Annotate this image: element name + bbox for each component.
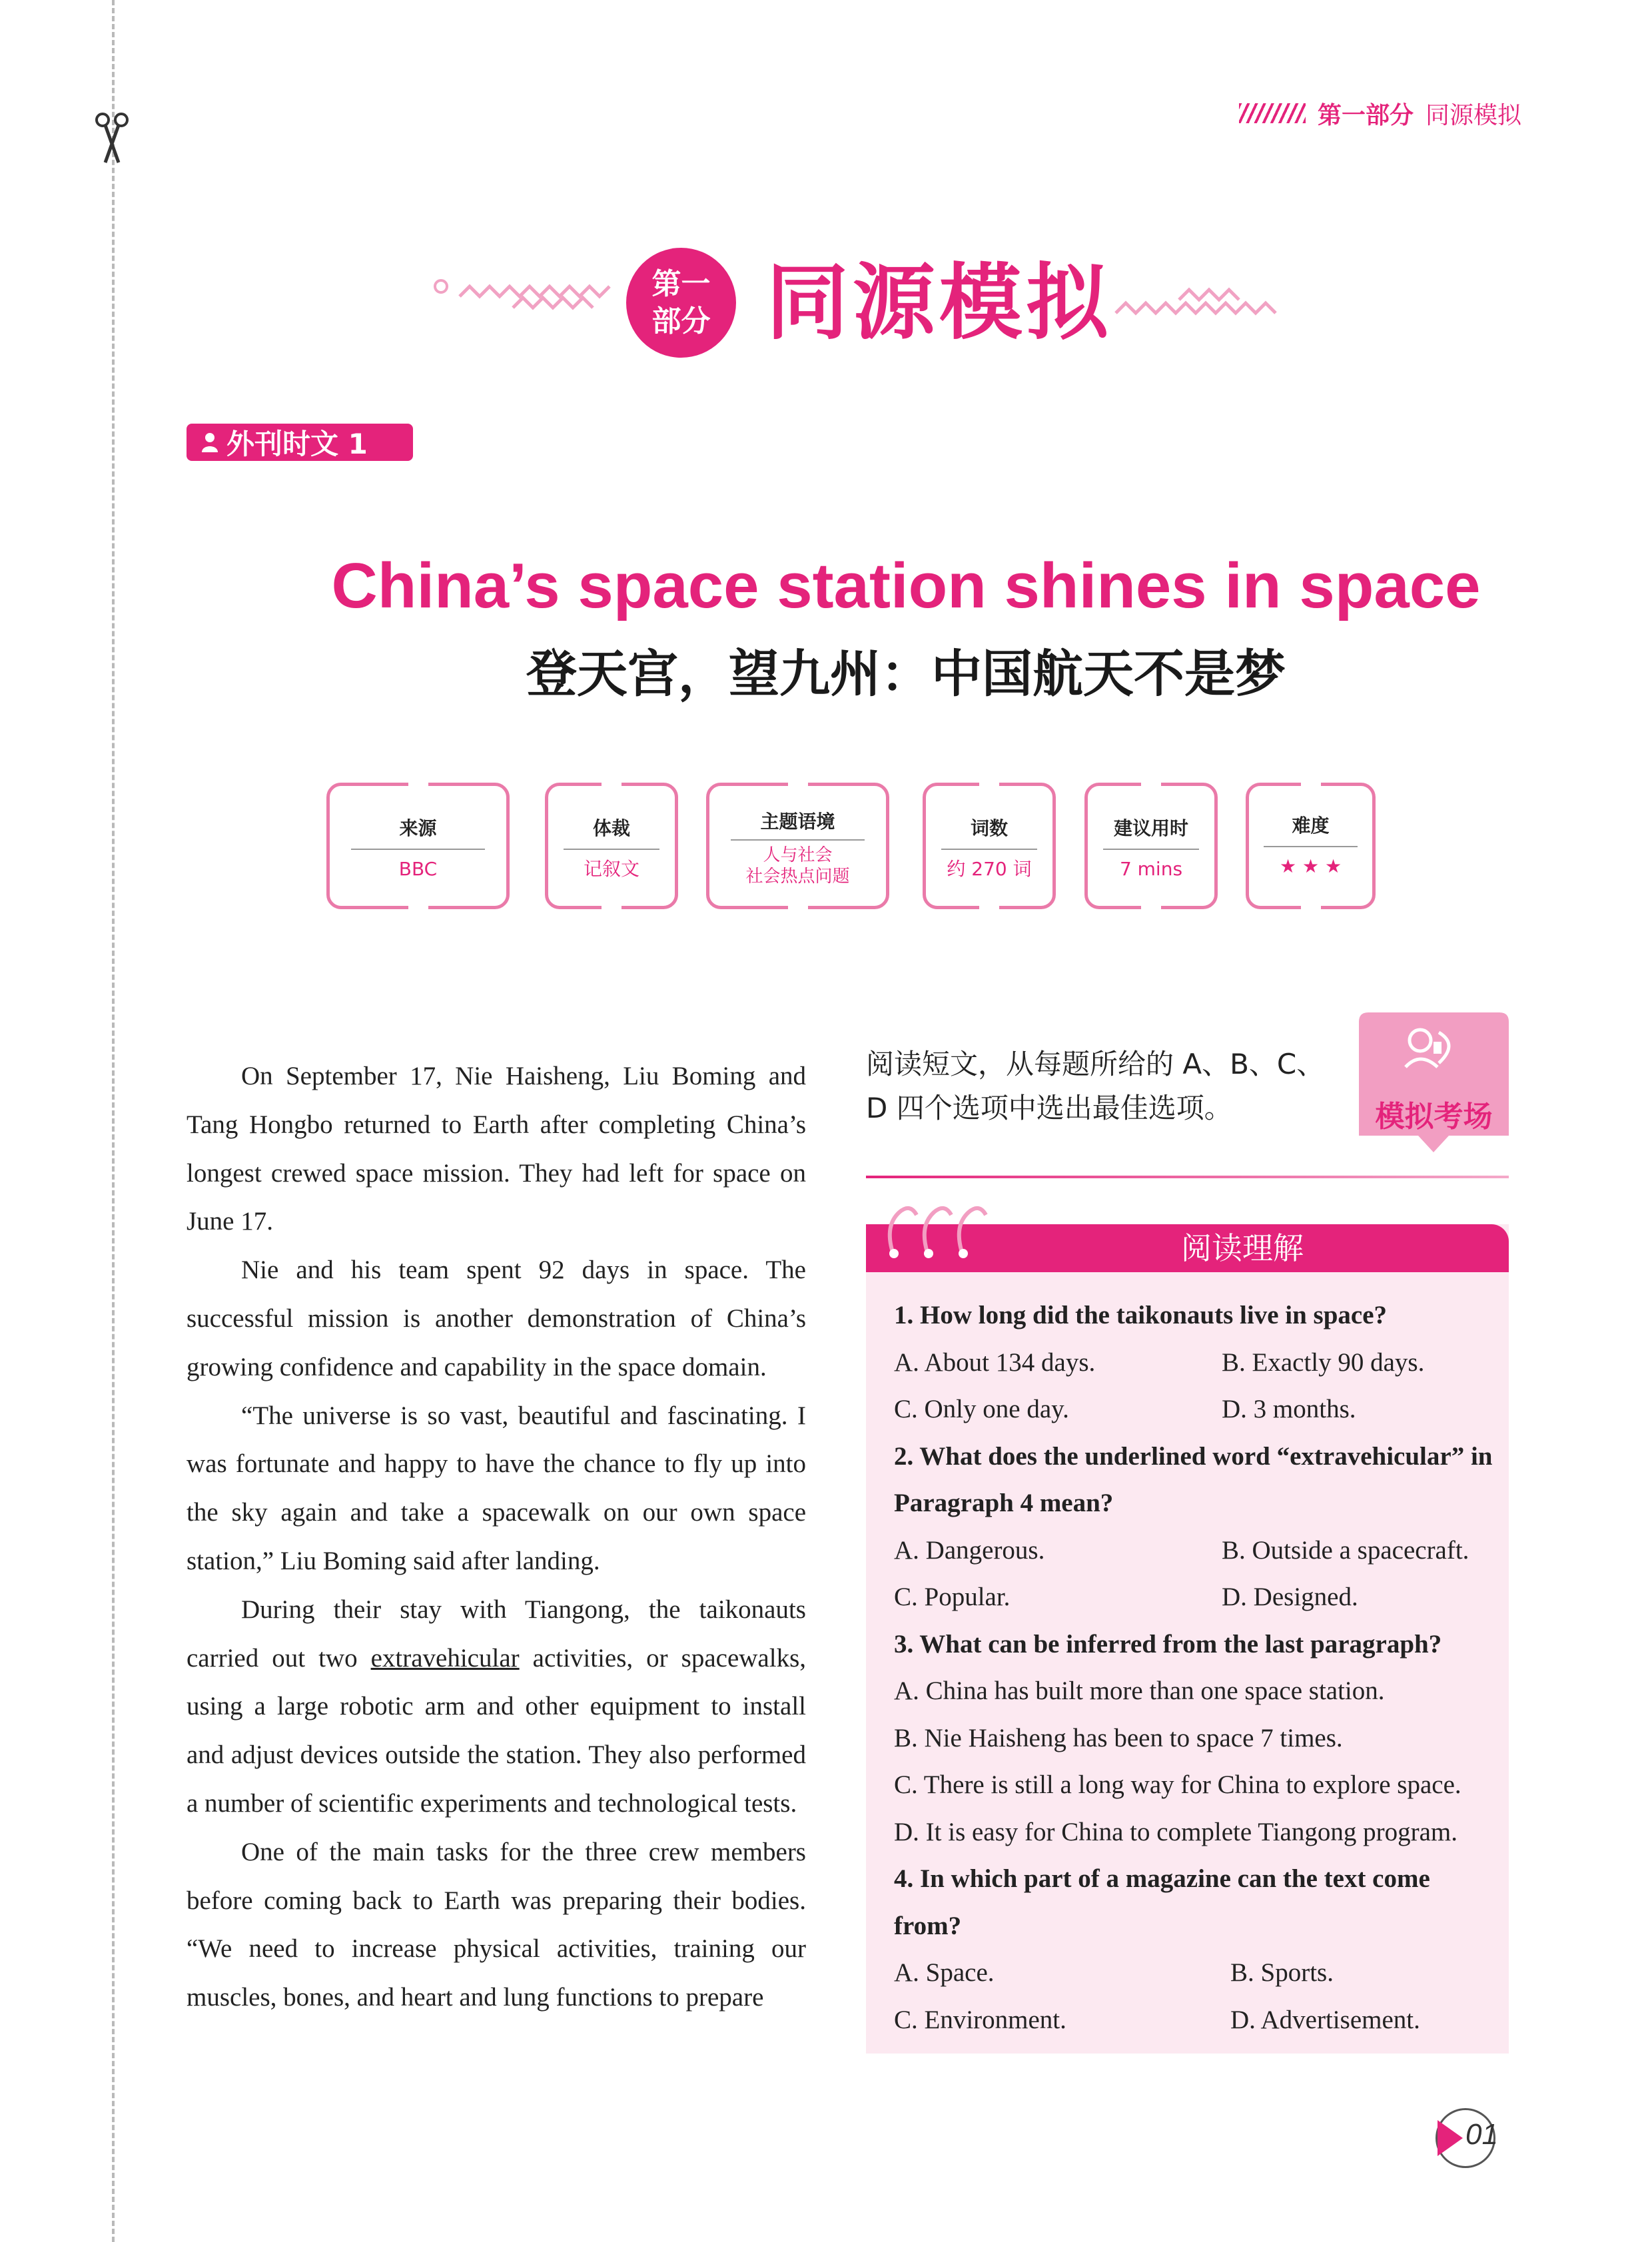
option: A. Space.	[894, 1958, 995, 1987]
article-paragraph	[187, 1586, 806, 1828]
part-badge-line2: 部分	[651, 304, 711, 338]
title-english: China’s space station shines in space	[331, 550, 1481, 621]
running-header-part: 第一部分	[1318, 101, 1414, 129]
banner-title: 同源模拟	[766, 255, 1113, 351]
option: A. China has built more than one space station.	[894, 1677, 1385, 1705]
question-box-title: 阅读理解	[1181, 1230, 1304, 1266]
option: B. Outside a spacecraft.	[1222, 1535, 1469, 1565]
info-card-value: 人与社会	[763, 845, 833, 865]
article-paragraph: On September 17, Nie Haisheng, Liu Boming and Tang Hongbo returned to Earth after completing China’s longest crewed space mission. They had left for space on June 17.	[187, 1062, 806, 1236]
info-card-label: 难度	[1292, 815, 1330, 837]
binder-rings-decoration	[879, 1199, 993, 1266]
paragraph-text: During their stay with Tiangong, the taikonauts carried out two	[187, 1595, 806, 1673]
option: C. Only one day.	[894, 1395, 1069, 1423]
info-card-label: 词数	[970, 817, 1008, 839]
option-row	[894, 1386, 1493, 1433]
option: C. Popular.	[894, 1583, 1011, 1611]
page-number: 01	[1465, 2118, 1498, 2151]
article-paragraph: One of the main tasks for the three crew members before coming back to Earth was preparing their bodies. “We need to increase physical activities, training our muscles, bones, and heart and lung functions to prepare	[187, 1837, 806, 2012]
question-stem: 4. In which part of a magazine can the text come from?	[894, 1864, 1430, 1940]
option-row	[894, 1339, 1493, 1387]
option: A. About 134 days.	[894, 1347, 1096, 1377]
article-tag	[187, 424, 413, 461]
scissors-icon	[92, 112, 132, 165]
page-marker-icon	[1438, 2120, 1463, 2156]
question-stem: 1. How long did the taikonauts live in space?	[894, 1301, 1388, 1329]
option-row	[894, 1950, 1493, 1997]
zigzag-decoration-right	[1112, 286, 1279, 326]
exam-icon	[1359, 1012, 1509, 1169]
article-paragraph: “The universe is so vast, beautiful and fascinating. I was fortunate and happy to have the chance to fly up into the sky again and take a spacewalk on our own space station,” Liu Boming said after landing.	[187, 1401, 806, 1575]
article-body	[187, 1052, 806, 2022]
info-card-value: BBC	[398, 858, 438, 880]
option: C. There is still a long way for China to explore space.	[894, 1770, 1461, 1799]
person-icon	[201, 432, 218, 452]
info-card-difficulty	[1246, 783, 1376, 909]
option: D. Advertisement.	[1230, 2005, 1420, 2034]
info-card-label: 主题语境	[760, 811, 835, 833]
info-card-label: 体裁	[592, 817, 630, 839]
option: B. Nie Haisheng has been to space 7 times.	[894, 1723, 1343, 1752]
option: B. Sports.	[1230, 1958, 1334, 1987]
title-chinese: 登天宫，望九州：中国航天不是梦	[526, 644, 1286, 703]
info-card-genre	[545, 783, 678, 909]
question-stem: 2. What does the underlined word “extravehicular” in Paragraph 4 mean?	[894, 1441, 1493, 1517]
exam-badge-label: 模拟考场	[1375, 1100, 1493, 1134]
instruction-text: 阅读短文，从每题所给的 A、B、C、D 四个选项中选出最佳选项。	[866, 1048, 1325, 1124]
option: A. Dangerous.	[894, 1535, 1045, 1565]
paragraph-text: activities, or spacewalks, using a large robotic arm and other equipment to install and adjust devices outside the station. They also performed a number of scientific experiments and technological tests.	[187, 1643, 806, 1818]
info-card-value-2: 社会热点问题	[745, 867, 850, 887]
cut-line	[112, 0, 115, 2242]
option: D. 3 months.	[1222, 1395, 1356, 1423]
option: B. Exactly 90 days.	[1222, 1347, 1425, 1377]
part-badge-line1: 第一	[651, 266, 711, 301]
article-paragraph: Nie and his team spent 92 days in space. The successful mission is another demonstration of China’s growing confidence and capability in the space domain.	[187, 1256, 806, 1381]
info-card-time	[1084, 783, 1218, 909]
running-header-section: 同源模拟	[1426, 101, 1522, 129]
info-card-source	[326, 783, 510, 909]
difficulty-stars: ★ ★ ★	[1279, 855, 1342, 877]
question-list	[894, 1292, 1493, 2044]
info-card-label: 建议用时	[1113, 817, 1188, 839]
option: D. It is easy for China to complete Tiangong program.	[894, 1817, 1457, 1846]
zigzag-decoration-left	[433, 266, 620, 320]
question-stem: 3. What can be inferred from the last paragraph?	[894, 1629, 1442, 1659]
info-card-word-count	[923, 783, 1056, 909]
option: C. Environment.	[894, 2005, 1066, 2034]
option-row	[894, 1527, 1493, 1575]
option-row	[894, 1574, 1493, 1621]
option: D. Designed.	[1222, 1583, 1358, 1611]
info-card-label: 来源	[399, 817, 437, 839]
option-row	[894, 1997, 1493, 2044]
article-tag-label: 外刊时文 1	[226, 428, 368, 460]
info-card-value: 7 mins	[1119, 858, 1183, 880]
underlined-word: extravehicular	[370, 1643, 520, 1673]
info-card-theme	[706, 783, 889, 909]
divider	[866, 1176, 1509, 1178]
hatch-decoration	[1239, 103, 1306, 123]
info-card-value: 约 270 词	[947, 858, 1032, 880]
info-card-value: 记叙文	[583, 858, 639, 880]
running-header	[1239, 97, 1521, 129]
part-badge	[626, 248, 736, 358]
